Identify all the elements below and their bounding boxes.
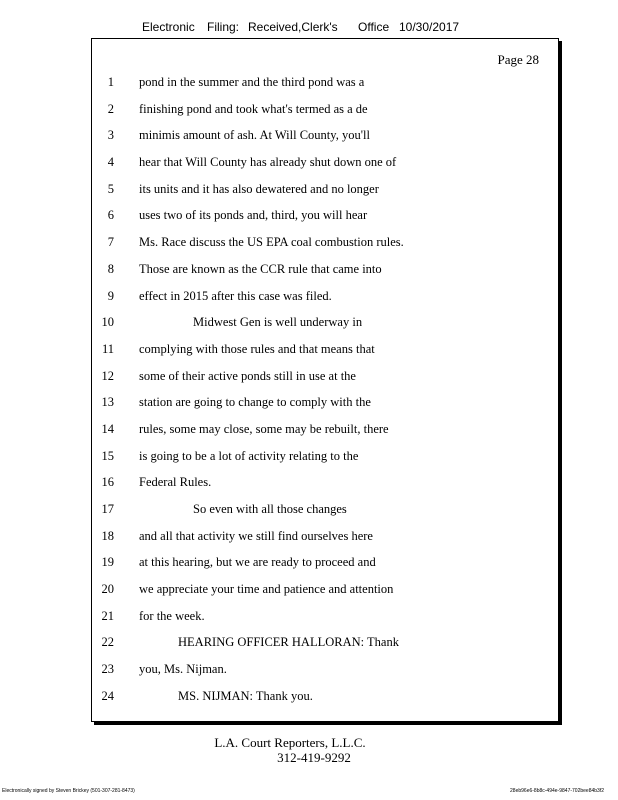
transcript-line bbox=[92, 202, 558, 229]
line-number: 21 bbox=[101, 608, 114, 623]
filing-header-office: Office bbox=[358, 20, 390, 34]
line-number: 6 bbox=[107, 208, 114, 223]
transcript-lines bbox=[92, 69, 558, 710]
line-number: 10 bbox=[101, 315, 114, 330]
page-number: Page 28 bbox=[497, 52, 539, 67]
line-number: 4 bbox=[107, 155, 114, 170]
transcript-line bbox=[92, 96, 558, 123]
line-number: 9 bbox=[107, 288, 114, 303]
line-number: 23 bbox=[101, 662, 114, 677]
line-text: Midwest Gen is well underway in bbox=[193, 315, 363, 330]
line-text: MS. NIJMAN: Thank you. bbox=[178, 688, 313, 703]
line-text: Federal Rules. bbox=[139, 475, 212, 490]
transcript-line bbox=[92, 256, 558, 283]
transcript-line bbox=[92, 283, 558, 310]
transcript-line bbox=[92, 416, 558, 443]
line-number: 11 bbox=[101, 341, 114, 356]
transcript-line bbox=[92, 149, 558, 176]
line-number: 19 bbox=[101, 555, 114, 570]
transcript-line bbox=[92, 443, 558, 470]
line-text: at this hearing, but we are ready to proceed and bbox=[139, 555, 376, 570]
transcript-line bbox=[92, 576, 558, 603]
line-number: 3 bbox=[107, 128, 114, 143]
transcript-line bbox=[92, 229, 558, 256]
transcript-line bbox=[92, 69, 558, 96]
transcript-line bbox=[92, 549, 558, 576]
line-text: station are going to change to comply with the bbox=[139, 395, 371, 410]
line-number: 18 bbox=[101, 528, 114, 543]
filing-header bbox=[0, 20, 618, 38]
transcript-line bbox=[92, 523, 558, 550]
line-text: uses two of its ponds and, third, you will hear bbox=[139, 208, 368, 223]
line-text: complying with those rules and that means that bbox=[139, 341, 375, 356]
line-text: pond in the summer and the third pond was a bbox=[139, 75, 365, 89]
transcript-page bbox=[91, 38, 559, 722]
line-number: 20 bbox=[101, 582, 114, 597]
line-text: hear that Will County has already shut down one of bbox=[139, 155, 397, 170]
transcript-line bbox=[92, 309, 558, 336]
signature-id: 28eb96e6-8b8c-494e-9847-702bee84b3f2 bbox=[510, 788, 604, 794]
line-number: 15 bbox=[101, 448, 114, 463]
reporter-phone: 312-419-9292 bbox=[277, 750, 351, 765]
transcript-line bbox=[92, 389, 558, 416]
line-number: 5 bbox=[107, 181, 114, 196]
transcript-line bbox=[92, 683, 558, 710]
signature-text: Electronically signed by Steven Brickey (501-307-281-8473) bbox=[2, 788, 135, 794]
filing-header-filing: Filing: bbox=[207, 20, 240, 34]
line-number: 8 bbox=[107, 261, 114, 276]
transcript-line bbox=[92, 363, 558, 390]
line-number: 22 bbox=[101, 635, 114, 650]
transcript-line bbox=[92, 176, 558, 203]
line-text: Ms. Race discuss the US EPA coal combustion rules. bbox=[139, 235, 404, 250]
line-number: 1 bbox=[107, 75, 114, 89]
transcript-line bbox=[92, 629, 558, 656]
line-text: Those are known as the CCR rule that came into bbox=[139, 261, 382, 276]
line-number: 16 bbox=[101, 475, 114, 490]
line-text: and all that activity we still find ourselves here bbox=[139, 528, 373, 543]
filing-header-received: Received,Clerk's bbox=[248, 20, 338, 34]
line-text: effect in 2015 after this case was filed. bbox=[139, 288, 332, 303]
transcript-line bbox=[92, 496, 558, 523]
line-text: you, Ms. Nijman. bbox=[139, 662, 227, 677]
line-text: finishing pond and took what's termed as a de bbox=[139, 101, 368, 116]
line-number: 24 bbox=[101, 688, 114, 703]
line-number: 14 bbox=[101, 421, 114, 436]
transcript-line bbox=[92, 469, 558, 496]
line-text: HEARING OFFICER HALLORAN: Thank bbox=[178, 635, 399, 650]
line-text: is going to be a lot of activity relating to the bbox=[139, 448, 359, 463]
filing-header-electronic: Electronic bbox=[142, 20, 195, 34]
line-text: for the week. bbox=[139, 608, 205, 623]
line-number: 13 bbox=[101, 395, 114, 410]
line-text: So even with all those changes bbox=[193, 502, 347, 516]
line-text: its units and it has also dewatered and no longer bbox=[139, 181, 379, 196]
line-text: some of their active ponds still in use at the bbox=[139, 368, 356, 383]
transcript-line bbox=[92, 656, 558, 683]
transcript-line bbox=[92, 122, 558, 149]
line-text: we appreciate your time and patience and attention bbox=[139, 582, 394, 597]
line-number: 12 bbox=[101, 368, 114, 383]
line-number: 7 bbox=[107, 235, 114, 250]
reporter-footer bbox=[0, 735, 580, 765]
filing-header-date: 10/30/2017 bbox=[399, 20, 460, 34]
line-number: 2 bbox=[107, 101, 114, 116]
reporter-name: L.A. Court Reporters, L.L.C. bbox=[214, 735, 366, 750]
line-text: minimis amount of ash. At Will County, you'll bbox=[139, 128, 370, 143]
transcript-line bbox=[92, 336, 558, 363]
line-text: rules, some may close, some may be rebuilt, there bbox=[139, 421, 389, 436]
transcript-line bbox=[92, 603, 558, 630]
line-number: 17 bbox=[101, 502, 114, 516]
